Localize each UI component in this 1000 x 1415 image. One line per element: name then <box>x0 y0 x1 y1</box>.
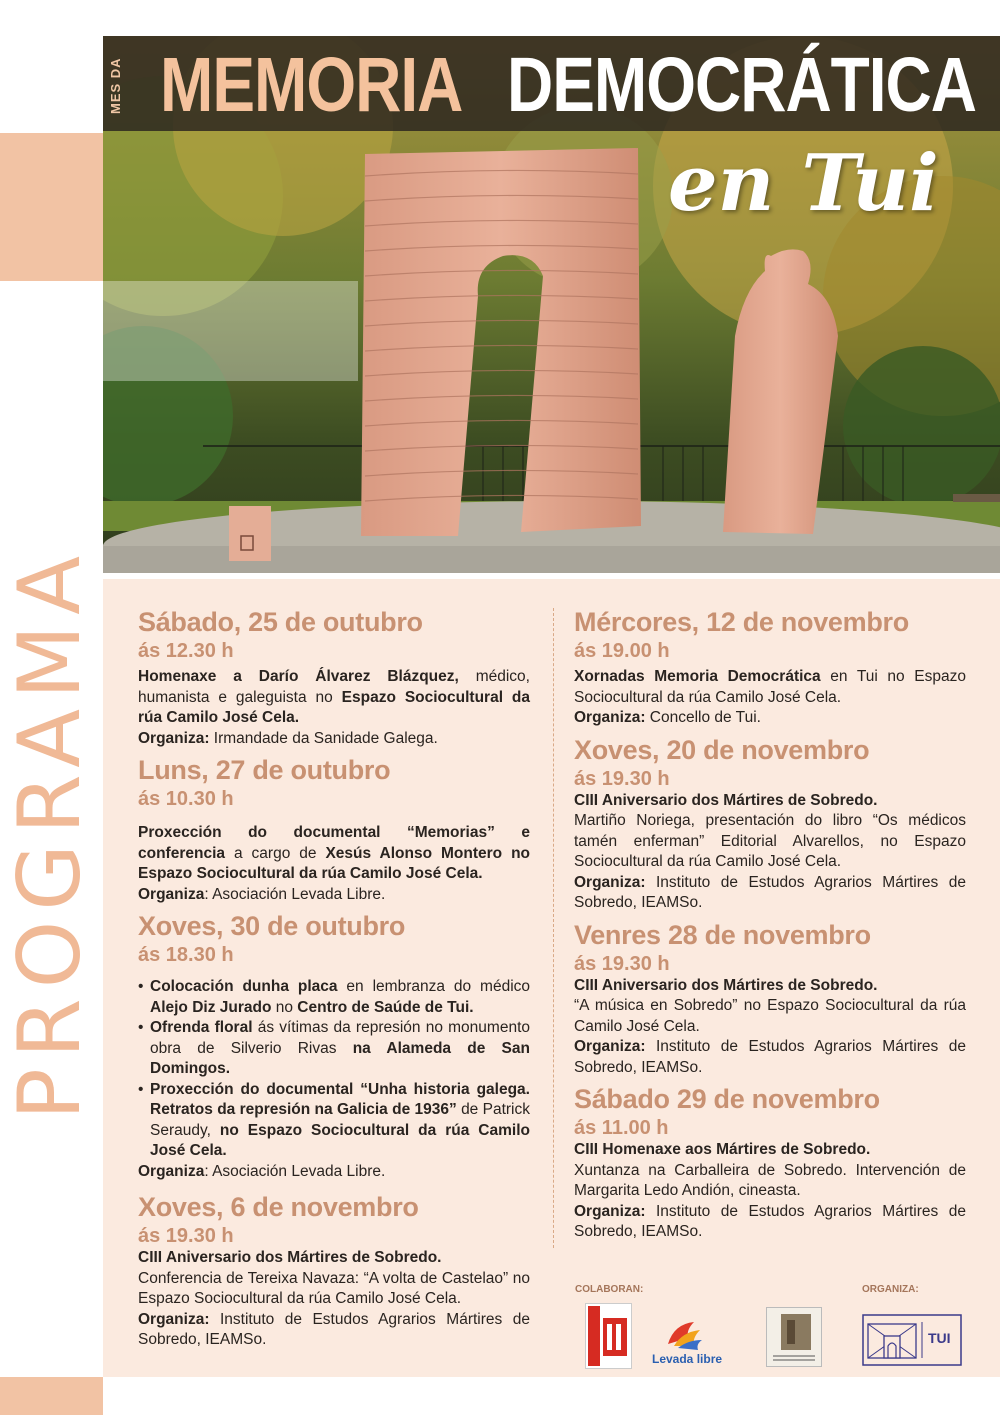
title-memoria: MEMORIA <box>160 41 463 128</box>
event-heading: CIII Aniversario dos Mártires de Sobredo. <box>138 1249 442 1266</box>
list-item: • Colocación dunha placa en lembranza do médico Alejo Diz Jurado no Centro de Saúde de Tui. <box>150 977 530 1018</box>
event-28-nov <box>574 918 966 1079</box>
event-30-oct <box>138 909 530 1182</box>
event-organizer: Organiza: Asociación Levada Libre. <box>138 885 386 903</box>
sidebar-accent-bottom <box>0 1377 103 1415</box>
concello-tui-logo: TUI <box>862 1314 962 1366</box>
list-item: • Ofrenda floral ás vítimas da represión no monumento obra de Silverio Rivas na Alameda de San Domingos. <box>150 1018 530 1080</box>
colaboran-label: COLABORAN: <box>575 1284 644 1295</box>
event-day: Luns, 27 de outubro <box>138 755 391 785</box>
event-description: “A música en Sobredo” no Espazo Sociocultural da rúa Camilo José Cela. <box>574 997 966 1035</box>
event-time: ás 19.30 h <box>574 952 670 975</box>
event-description: Xornadas Memoria Democrática en Tui no Espazo Sociocultural da rúa Camilo José Cela. <box>574 668 966 706</box>
event-description: Proxección do documental “Memorias” e conferencia a cargo de Xesús Alonso Montero no Espazo Sociocultural da rúa Camilo José Cela. <box>138 824 531 882</box>
event-day: Mércores, 12 de novembro <box>574 607 909 637</box>
programa-vertical-label: PROGRAMA <box>0 545 100 1120</box>
event-20-nov <box>574 733 966 914</box>
event-day: Sábado 29 de novembro <box>574 1084 880 1114</box>
event-organizer: Organiza: Irmandade da Sanidade Galega. <box>138 729 438 747</box>
event-time: ás 18.30 h <box>138 944 234 966</box>
event-description: Conferencia de Tereixa Navaza: “A volta de Castelao” no Espazo Sociocultural da rúa Camilo José Cela. <box>138 1269 530 1307</box>
event-organizer: Organiza: Instituto de Estudos Agrarios Mártires de Sobredo, IEAMSo. <box>574 1202 966 1240</box>
mes-da-label: MES DA <box>108 57 123 115</box>
event-description: Xuntanza na Carballeira de Sobredo. Intervención de Margarita Ledo Andión, cineasta. <box>574 1161 966 1199</box>
event-activities-list <box>138 977 530 1162</box>
hero-veil <box>103 281 358 381</box>
event-day: Sábado, 25 de outubro <box>138 607 423 637</box>
programme-right-column <box>574 605 966 1247</box>
event-day: Xoves, 6 de novembro <box>138 1192 419 1222</box>
event-organizer: Organiza: Asociación Levada Libre. <box>138 1162 386 1180</box>
title-en-tui: en Tui <box>668 138 939 229</box>
event-heading: CIII Aniversario dos Mártires de Sobredo. <box>574 976 878 994</box>
column-divider <box>553 608 555 1248</box>
title-democratica: DEMOCRÁTICA <box>507 41 976 128</box>
event-description: Martiño Noriega, presentación do libro “Os médicos tamén enferman” Editorial Alvarellos, no Espazo Sociocultural da rúa Camilo José Cela. <box>574 812 966 870</box>
event-heading: CIII Homenaxe aos Mártires de Sobredo. <box>574 1141 871 1158</box>
event-29-nov <box>574 1082 966 1243</box>
event-12-nov <box>574 605 966 729</box>
sidebar-accent-top <box>0 133 103 281</box>
ieamso-logo <box>766 1307 822 1367</box>
event-description: Homenaxe a Darío Álvarez Blázquez, médico, humanista e galeguista no Espazo Sociocultural da rúa Camilo José Cela. <box>138 668 530 726</box>
event-organizer: Organiza: Instituto de Estudos Agrarios Mártires de Sobredo, IEAMSo. <box>574 1038 966 1076</box>
levada-libre-logo: Levada libre <box>652 1318 747 1368</box>
event-organizer: Organiza: Concello de Tui. <box>574 709 761 726</box>
event-time: ás 10.30 h <box>138 788 234 810</box>
event-time: ás 19.30 h <box>574 767 670 790</box>
list-item: • Proxección do documental “Unha historia galega. Retratos da represión na Galicia de 1936” de Patrick Seraudy, no Espazo Sociocultural da rúa Camilo José Cela. <box>150 1080 530 1162</box>
event-time: ás 11.00 h <box>574 1117 669 1139</box>
event-organizer: Organiza: Instituto de Estudos Agrarios Mártires de Sobredo, IEAMSo. <box>574 873 966 911</box>
event-time: ás 12.30 h <box>138 640 234 662</box>
event-6-nov <box>138 1190 530 1351</box>
event-27-oct <box>138 753 530 905</box>
event-organizer: Organiza: Instituto de Estudos Agrarios Mártires de Sobredo, IEAMSo. <box>138 1310 530 1348</box>
event-day: Xoves, 20 de novembro <box>574 734 870 765</box>
event-25-oct <box>138 605 530 749</box>
comision-memoria-logo <box>585 1303 632 1369</box>
event-day: Xoves, 30 de outubro <box>138 911 406 941</box>
organiza-label: ORGANIZA: <box>862 1284 919 1295</box>
event-heading: CIII Aniversario dos Mártires de Sobredo. <box>574 791 878 809</box>
event-time: ás 19.30 h <box>138 1225 234 1247</box>
programme-left-column <box>138 605 530 1355</box>
event-day: Venres 28 de novembro <box>574 919 871 950</box>
event-time: ás 19.00 h <box>574 640 670 662</box>
